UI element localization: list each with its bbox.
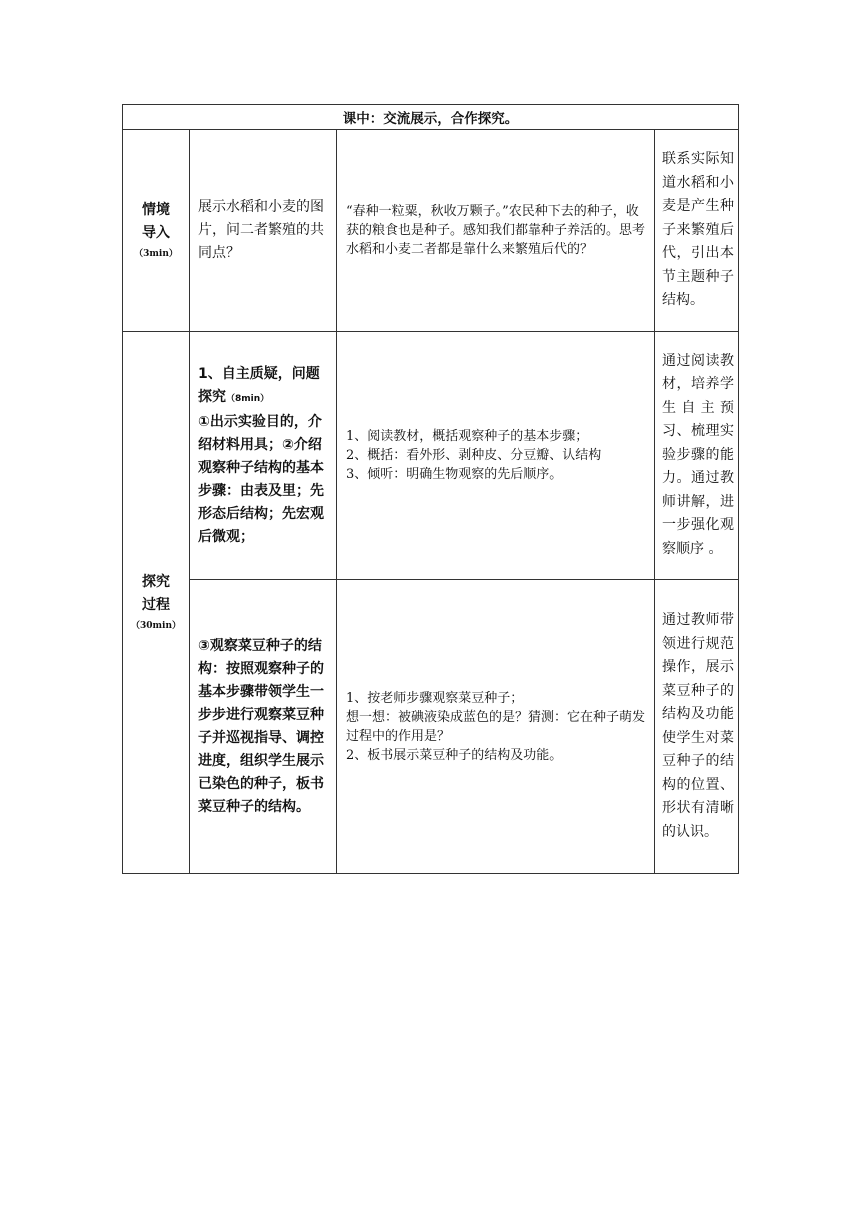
- student-activity-cell: “春种一粒粟，秋收万颗子。”农民种下去的种子，收获的粮食也是种子。感知我们都靠种子养活的。思考水稻和小麦二者都是靠什么来繁殖后代的？: [337, 130, 655, 332]
- stage-label-line1: 情境: [142, 201, 170, 218]
- design-intent-cell: 通过教师带领进行规范操作，展示菜豆种子的结构及功能使学生对菜豆种子的结构的位置、形状有清晰的认识。: [655, 580, 739, 874]
- student-activity-cell: [337, 332, 655, 580]
- table-row: [123, 580, 739, 874]
- section-title: 1、自主质疑，问题探究: [198, 365, 320, 405]
- student-activity-line: 2、概括：看外形、剥种皮、分豆瓣、认结构: [346, 448, 602, 463]
- stage-duration: （30min）: [130, 620, 181, 631]
- table-row: [123, 332, 739, 580]
- stage-label-line2: 过程: [142, 596, 170, 613]
- section-duration: （8min）: [226, 393, 270, 404]
- stage-label-line2: 导入: [142, 224, 170, 241]
- teacher-activity-cell: 展示水稻和小麦的图片，问二者繁殖的共同点？: [190, 130, 337, 332]
- student-activity-line: 1、按老师步骤观察菜豆种子；: [346, 690, 524, 706]
- student-activity-line: 1、阅读教材，概括观察种子的基本步骤；: [346, 429, 589, 444]
- student-activity-line: 2、板书展示菜豆种子的结构及功能。: [346, 747, 563, 763]
- table-row: [123, 130, 739, 332]
- teacher-activity-text: ①出示实验目的，介绍材料用具；②介绍观察种子结构的基本步骤：由表及里；先形态后结构；先宏观后微观；: [198, 413, 324, 545]
- student-activity-line: 想一想：被碘液染成蓝色的是？猜测：它在种子萌发过程中的作用是？: [346, 709, 646, 744]
- stage-label-line1: 探究: [142, 573, 170, 590]
- student-activity-cell: [337, 580, 655, 874]
- design-intent-cell: 联系实际知道水稻和小麦是产生种子来繁殖后代，引出本节主题种子结构。: [655, 130, 739, 332]
- lesson-plan-table: [122, 104, 739, 874]
- stage-cell: [123, 332, 190, 874]
- stage-duration: （3min）: [134, 248, 178, 259]
- table-header: 课中：交流展示，合作探究。: [123, 105, 739, 130]
- student-activity-line: 3、倾听：明确生物观察的先后顺序。: [346, 467, 563, 482]
- teacher-activity-cell: ③观察菜豆种子的结构：按照观察种子的基本步骤带领学生一步步进行观察菜豆种子并巡视指导、调控进度，组织学生展示已染色的种子，板书菜豆种子的结构。: [190, 580, 337, 874]
- teacher-activity-cell: [190, 332, 337, 580]
- stage-cell: [123, 130, 190, 332]
- design-intent-cell: 通过阅读教材，培养学生自主预习、梳理实验步骤的能力。通过教师讲解，进一步强化观察顺序 。: [655, 332, 739, 580]
